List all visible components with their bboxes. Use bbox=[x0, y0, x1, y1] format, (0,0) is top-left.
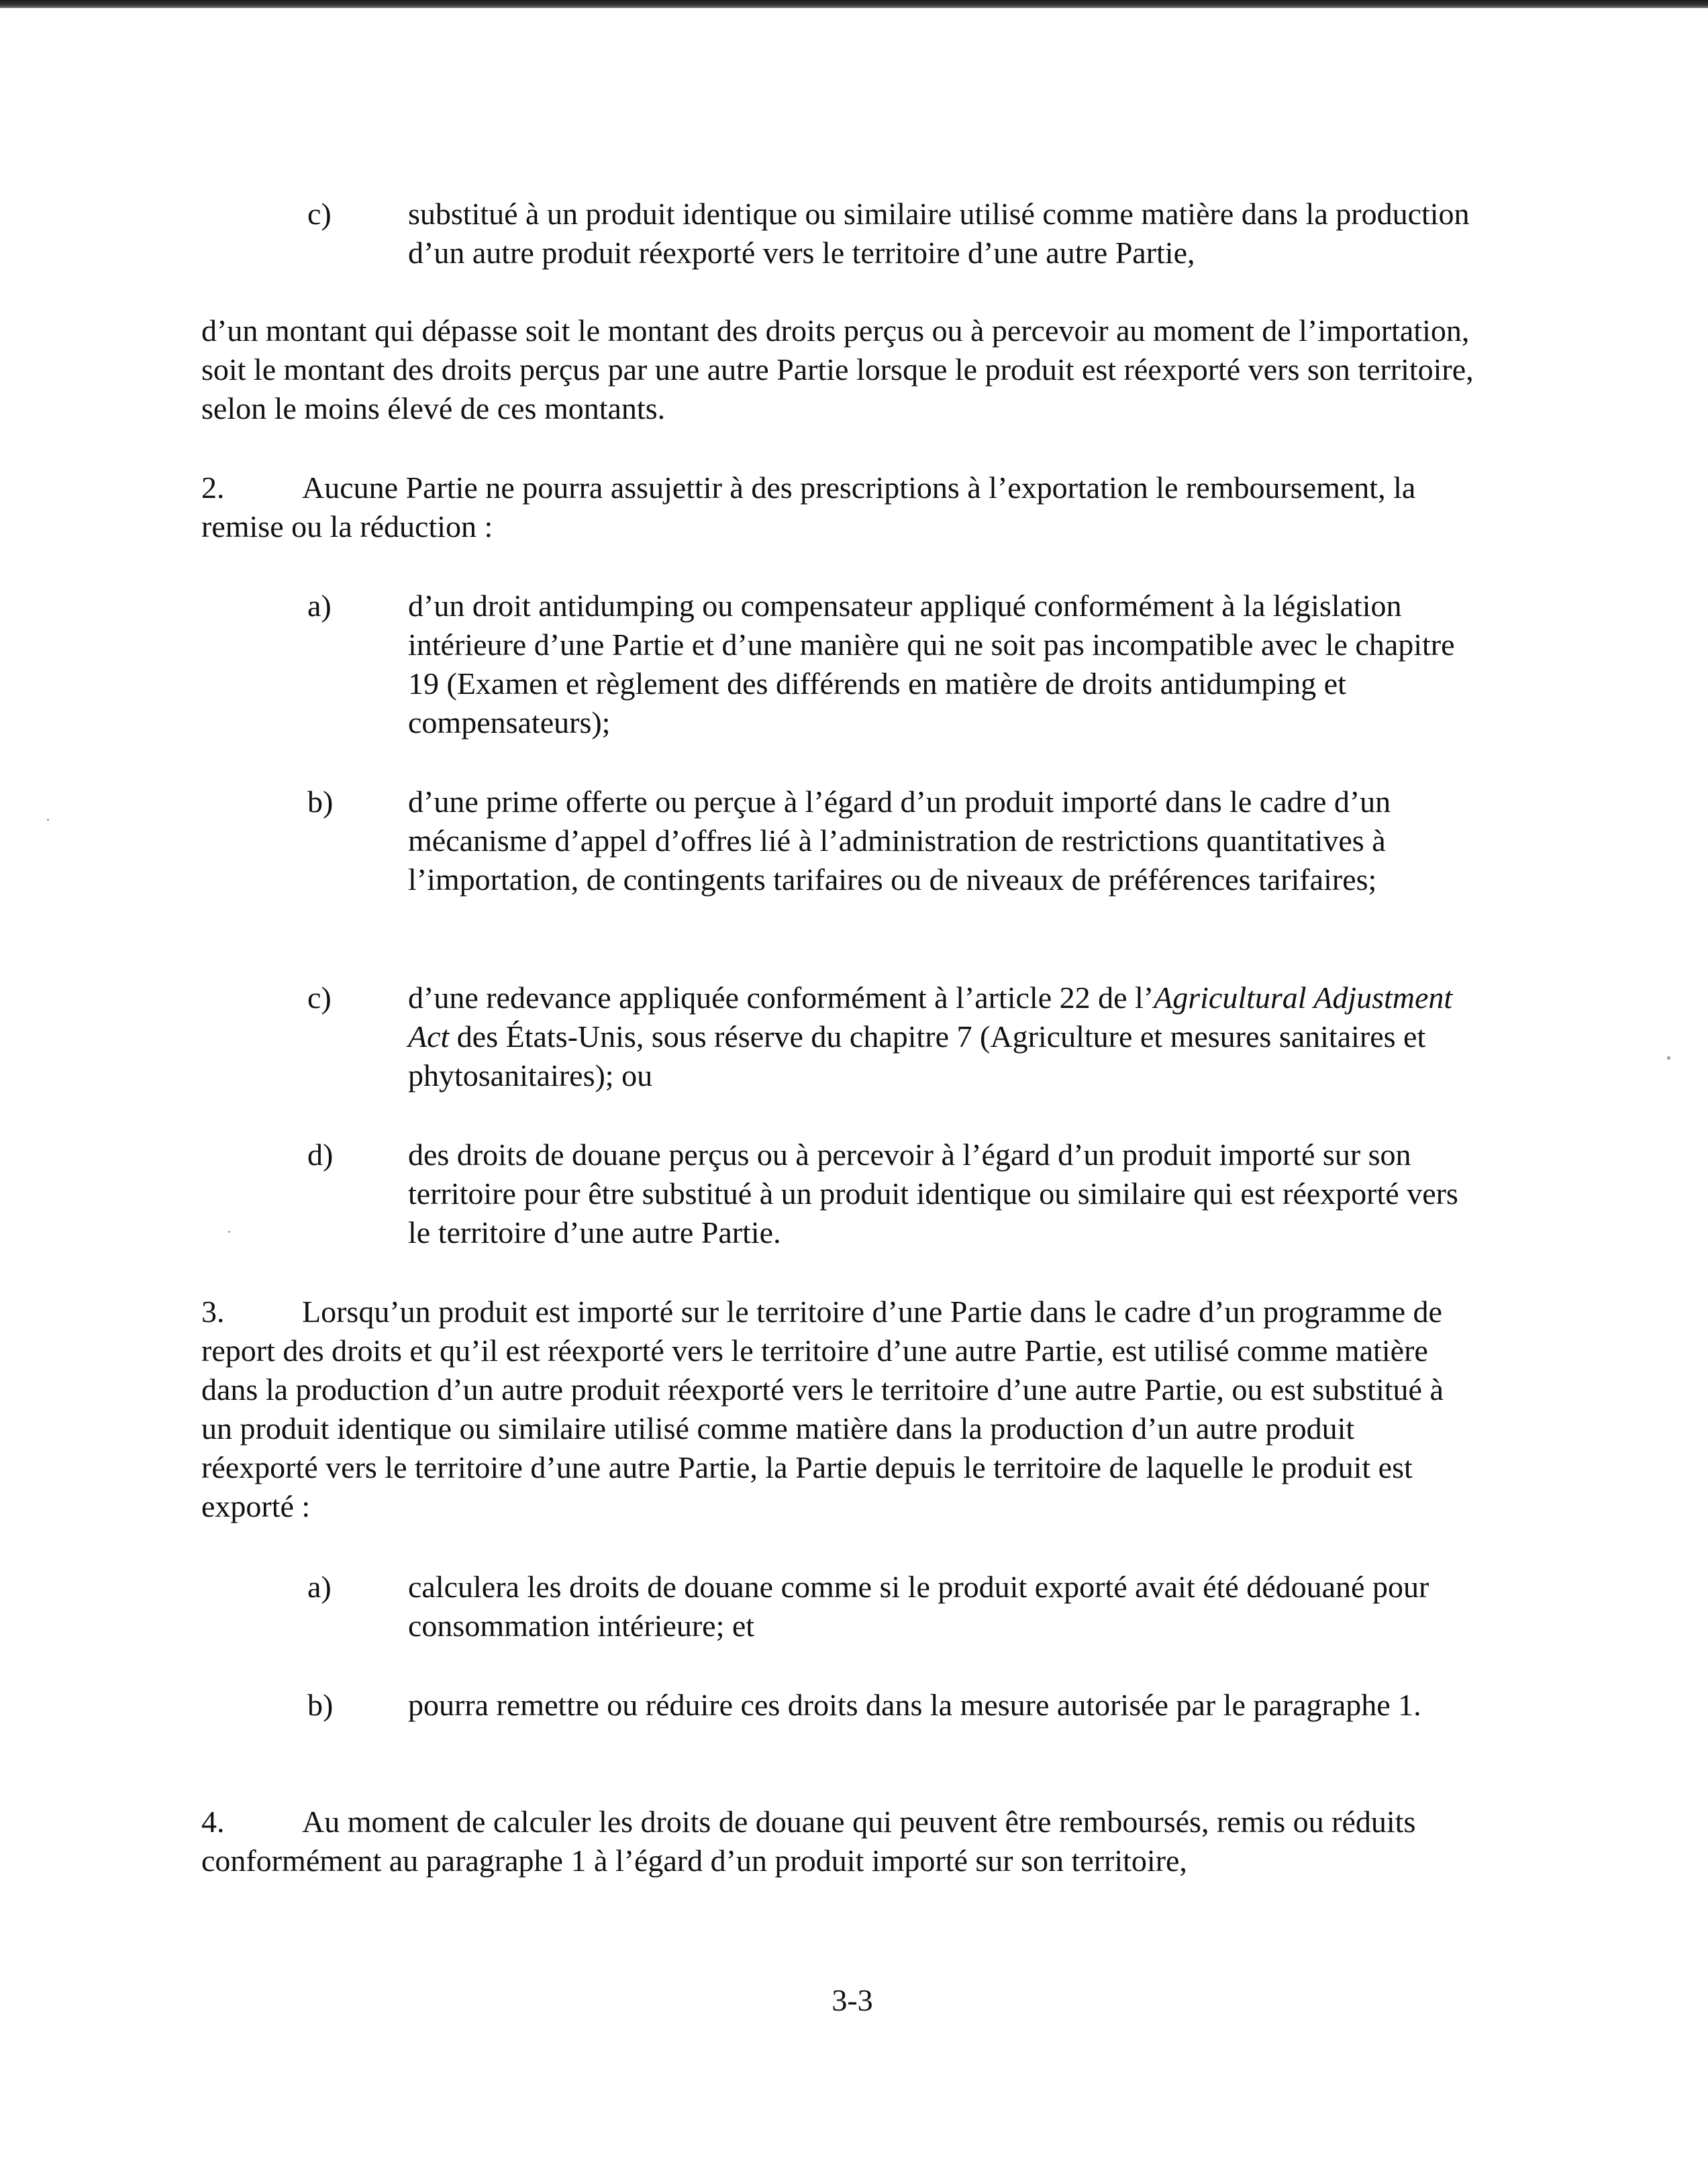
paragraph-text: Lorsqu’un produit est importé sur le territoire d’une Partie dans le cadre d’un programme de report des droits et qu’il est réexporté vers le territoire d’une autre Partie, est utilisé comme matière dans la production d’un autre produit réexporté vers le territoire d’une autre Partie, ou est substitué à un produit identique ou similaire utilisé comme matière dans la production d’un autre produit réexporté vers le territoire d’une autre Partie, la Partie depuis le territoire de laquelle le produit est exporté : bbox=[201, 1295, 1444, 1523]
list-item-label: b) bbox=[307, 784, 334, 819]
list-item-label: c) bbox=[307, 197, 332, 231]
list-item-text: d’un droit antidumping ou compensateur appliqué conformément à la législation intérieure d’une Partie et d’une manière qui ne soit pas incompatible avec le chapitre 19 (Examen et règlement des différends en matière de droits antidumping et compensateurs); bbox=[408, 589, 1455, 740]
list-item-label: c) bbox=[307, 980, 332, 1015]
list-item-label: d) bbox=[307, 1137, 334, 1172]
paragraph-number: 4. bbox=[201, 1805, 225, 1839]
list-item-text: pourra remettre ou réduire ces droits dans la mesure autorisée par le paragraphe 1. bbox=[408, 1688, 1421, 1722]
list-item-3a bbox=[307, 1568, 1489, 1648]
list-item-label: b) bbox=[307, 1688, 334, 1722]
paragraph-text: Au moment de calculer les droits de douane qui peuvent être remboursés, remis ou réduits conformément au paragraphe 1 à l’égard d’un produit importé sur son territoire, bbox=[201, 1805, 1416, 1878]
scan-speck bbox=[47, 819, 49, 821]
list-item-text: calculera les droits de douane comme si le produit exporté avait été dédouané pour consommation intérieure; et bbox=[408, 1570, 1429, 1643]
paragraph-text: Aucune Partie ne pourra assujettir à des prescriptions à l’exportation le remboursement, la remise ou la réduction : bbox=[201, 470, 1416, 544]
list-item-text: des droits de douane perçus ou à percevoir à l’égard d’un produit importé sur son territoire pour être substitué à un produit identique ou similaire qui est réexporté vers le territoire d’une autre Partie. bbox=[408, 1137, 1458, 1250]
paragraph-number: 2. bbox=[201, 470, 225, 505]
text-segment: d’une redevance appliquée conformément à l’article 22 de l’ bbox=[408, 980, 1154, 1015]
list-item-text: d’une prime offerte ou perçue à l’égard d’un produit importé dans le cadre d’un mécanisme d’appel d’offres lié à l’administration de restrictions quantitatives à l’importation, de contingents tarifaires ou de niveaux de préférences tarifaires; bbox=[408, 784, 1391, 897]
continuation-paragraph: d’un montant qui dépasse soit le montant des droits perçus ou à percevoir au moment de l’importation, soit le montant des droits perçus par une autre Partie lorsque le produit est réexporté vers son territoire, selon le moins élevé de ces montants. bbox=[201, 313, 1474, 425]
act-title-italic: Agricultural Adjustment Act bbox=[408, 980, 1453, 1054]
list-item-2b bbox=[307, 782, 1489, 944]
list-item-label: a) bbox=[307, 589, 332, 623]
list-item-2a bbox=[307, 587, 1489, 748]
list-item-2d bbox=[307, 1135, 1489, 1256]
list-item-c-carryover bbox=[307, 195, 1489, 275]
list-item-text: substitué à un produit identique ou similaire utilisé comme matière dans la production d’un autre produit réexporté vers le territoire d’une autre Partie, bbox=[408, 197, 1470, 270]
scan-speck bbox=[1667, 1056, 1670, 1060]
paragraph-number: 3. bbox=[201, 1295, 225, 1329]
list-item-2c bbox=[307, 978, 1489, 1099]
paragraph-2 bbox=[201, 468, 1476, 546]
list-item-text bbox=[408, 978, 1482, 1095]
list-item-3b bbox=[307, 1686, 1489, 1766]
list-item-label: a) bbox=[307, 1570, 332, 1604]
paragraph-4 bbox=[201, 1803, 1476, 1880]
paragraph-3 bbox=[201, 1293, 1476, 1526]
scan-speck bbox=[228, 1231, 230, 1233]
text-segment: des États-Unis, sous réserve du chapitre 7 (Agriculture et mesures sanitaires et phytosanitaires); ou bbox=[408, 1019, 1426, 1093]
page-number: 3-3 bbox=[832, 1983, 873, 2017]
